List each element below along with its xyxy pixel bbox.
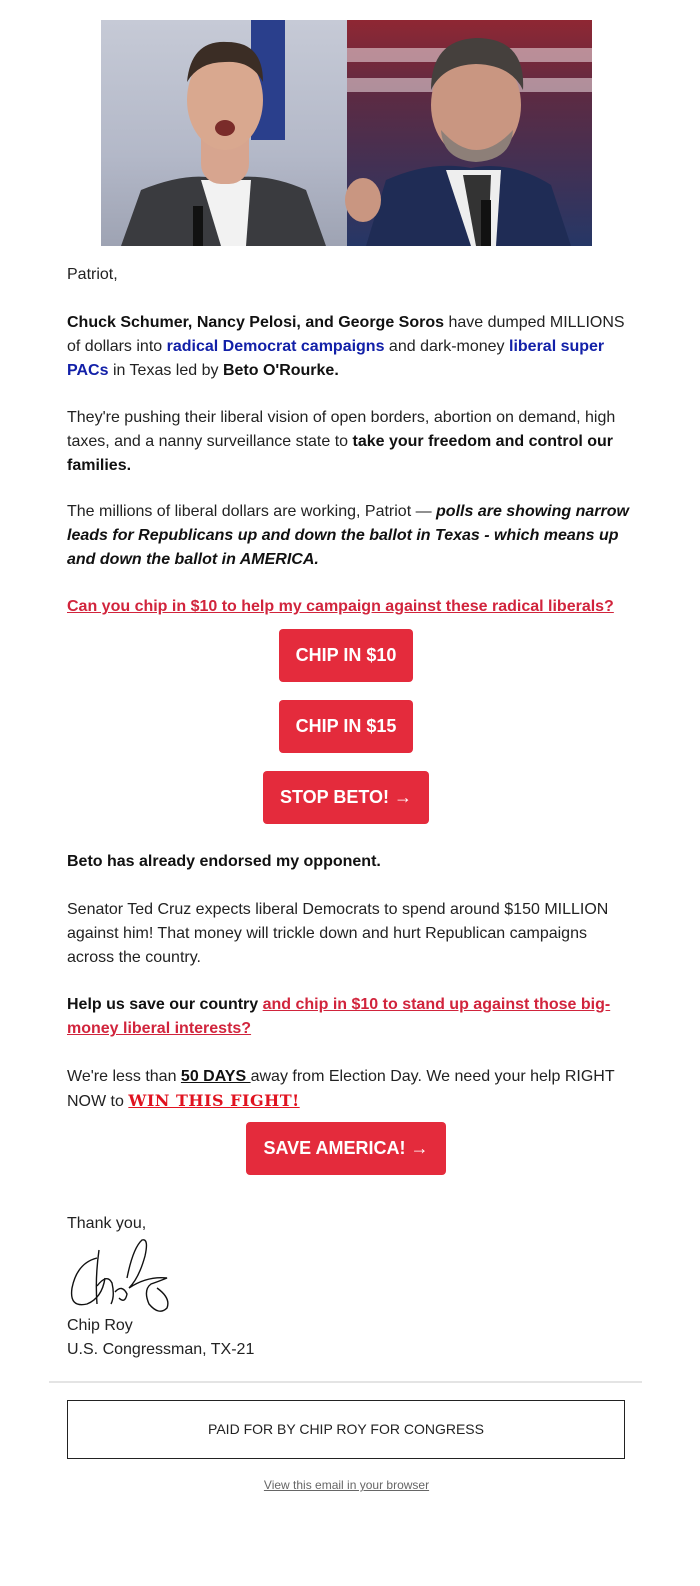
signer-name: Chip Roy bbox=[67, 1317, 133, 1334]
beto-name: Beto O'Rourke. bbox=[222, 362, 339, 379]
paragraph-election bbox=[67, 1065, 633, 1114]
bold-text: Help us save our country bbox=[67, 996, 263, 1013]
divider bbox=[49, 1381, 642, 1383]
save-america-button[interactable]: SAVE AMERICA! → bbox=[246, 1122, 446, 1175]
text: in Texas led by bbox=[108, 362, 223, 379]
closing: Thank you, bbox=[67, 1215, 147, 1232]
bold-italic-text: polls are showing narrow leads for Republicans up and down the ballot in Texas - which means up and down the ballot in AMERICA. bbox=[67, 503, 629, 568]
paragraph-donors bbox=[67, 311, 633, 383]
bold-text: take your freedom and control our families. bbox=[67, 433, 613, 474]
stop-beto-button[interactable]: STOP BETO! → bbox=[263, 771, 429, 824]
paragraph-cruz: Senator Ted Cruz expects liberal Democrats to spend around $150 MILLION against him! That money will trickle down and hurt Republican campaigns across the country. bbox=[67, 901, 609, 966]
link-super-pacs[interactable]: liberal super PACs bbox=[67, 338, 605, 379]
text: The millions of liberal dollars are working, Patriot — bbox=[67, 503, 437, 520]
win-fight-link[interactable]: WIN THIS FIGHT! bbox=[128, 1091, 300, 1110]
paid-for-disclaimer: PAID FOR BY CHIP ROY FOR CONGRESS bbox=[67, 1400, 625, 1459]
greeting: Patriot, bbox=[67, 266, 118, 283]
text: We're less than bbox=[67, 1068, 181, 1085]
text: and dark-money bbox=[384, 338, 509, 355]
hero-figures bbox=[101, 20, 592, 246]
paragraph-endorsed: Beto has already endorsed my opponent. bbox=[67, 853, 381, 870]
signer-title: U.S. Congressman, TX-21 bbox=[67, 1341, 255, 1358]
chip-in-15-button[interactable]: CHIP IN $15 bbox=[279, 700, 413, 753]
text: They're pushing their liberal vision of open borders, abortion on demand, high taxes, and a nanny surveillance state to bbox=[67, 409, 616, 450]
signature bbox=[67, 1238, 187, 1316]
stand-up-link[interactable]: and chip in $10 to stand up against those big-money liberal interests? bbox=[67, 996, 611, 1037]
link-radical-campaigns[interactable]: radical Democrat campaigns bbox=[166, 338, 385, 355]
chip-in-10-button[interactable]: CHIP IN $10 bbox=[279, 629, 413, 682]
view-in-browser-link[interactable]: View this email in your browser bbox=[263, 1478, 430, 1492]
ask-link-paragraph bbox=[67, 595, 633, 619]
hero-image bbox=[101, 20, 592, 246]
chip-in-link[interactable]: Can you chip in $10 to help my campaign against these radical liberals? bbox=[67, 598, 614, 615]
paragraph-vision bbox=[67, 406, 633, 478]
paragraph-help bbox=[67, 993, 633, 1041]
text: have dumped MILLIONS of dollars into bbox=[67, 314, 625, 355]
days-count: 50 DAYS bbox=[180, 1068, 251, 1085]
text: away from Election Day. We need your help RIGHT NOW to bbox=[67, 1068, 615, 1110]
paragraph-polls bbox=[67, 500, 633, 572]
donor-names: Chuck Schumer, Nancy Pelosi, and George Soros bbox=[67, 314, 445, 331]
